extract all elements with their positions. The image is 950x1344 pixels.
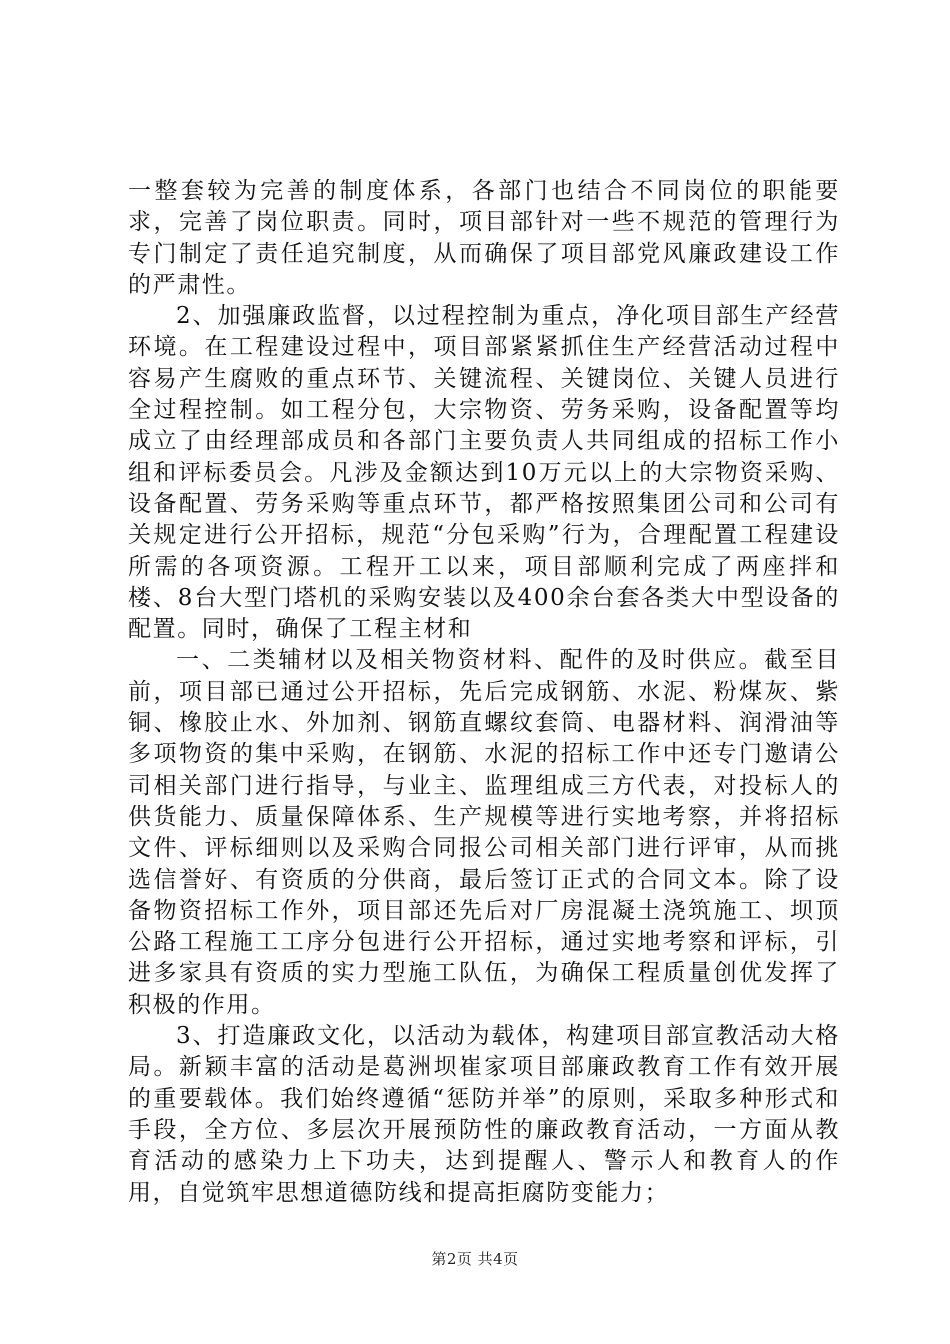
document-body (128, 176, 840, 1209)
paragraph-continuation: 一整套较为完善的制度体系，各部门也结合不同岗位的职能要求，完善了岗位职责。同时，项目部针对一些不规范的管理行为专门制定了责任追究制度，从而确保了项目部党风廉政建设工作的严肃性。 (128, 178, 840, 298)
paragraph-item-3: 3、打造廉政文化，以活动为载体，构建项目部宣教活动大格局。新颖丰富的活动是葛洲坝崔家项目部廉政教育工作有效开展的重要载体。我们始终遵循“惩防并举”的原则，采取多种形式和手段，全方位、多层次开展预防性的廉政教育活动，一方面从教育活动的感染力上下功夫，达到提醒人、警示人和教育人的作用，自觉筑牢思想道德防线和提高拒腐防变能力； (128, 1023, 840, 1206)
paragraph-auxiliary-materials: 一、二类辅材以及相关物资材料、配件的及时供应。截至目前，项目部已通过公开招标，先后完成钢筋、水泥、粉煤灰、紫铜、橡胶止水、外加剂、钢筋直螺纹套筒、电器材料、润滑油等多项物资的集中采购，在钢筋、水泥的招标工作中还专门邀请公司相关部门进行指导，与业主、监理组成三方代表，对投标人的供货能力、质量保障体系、生产规模等进行实地考察，并将招标文件、评标细则以及采购合同报公司相关部门进行评审，从而挑选信誉好、有资质的分供商，最后签订正式的合同文本。除了设备物资招标工作外，项目部还先后对厂房混凝土浇筑施工、坝顶公路工程施工工序分包进行公开招标，通过实地考察和评标，引进多家具有资质的实力型施工队伍，为确保工程质量创优发挥了积极的作用。 (128, 647, 840, 1018)
page-footer: 第2页 共4页 (431, 1250, 519, 1268)
paragraph-item-2: 2、加强廉政监督，以过程控制为重点，净化项目部生产经营环境。在工程建设过程中，项目部紧紧抓住生产经营活动过程中容易产生腐败的重点环节、关键流程、关键岗位、关键人员进行全过程控制。如工程分包，大宗物资、劳务采购，设备配置等均成立了由经理部成员和各部门主要负责人共同组成的招标工作小组和评标委员会。凡涉及金额达到10万元以上的大宗物资采购、设备配置、劳务采购等重点环节，都严格按照集团公司和公司有关规定进行公开招标，规范“分包采购”行为，合理配置工程建设所需的各项资源。工程开工以来，项目部顺利完成了两座拌和楼、8台大型门塔机的采购安装以及400余台套各类大中型设备的配置。同时，确保了工程主材和 (128, 303, 840, 643)
